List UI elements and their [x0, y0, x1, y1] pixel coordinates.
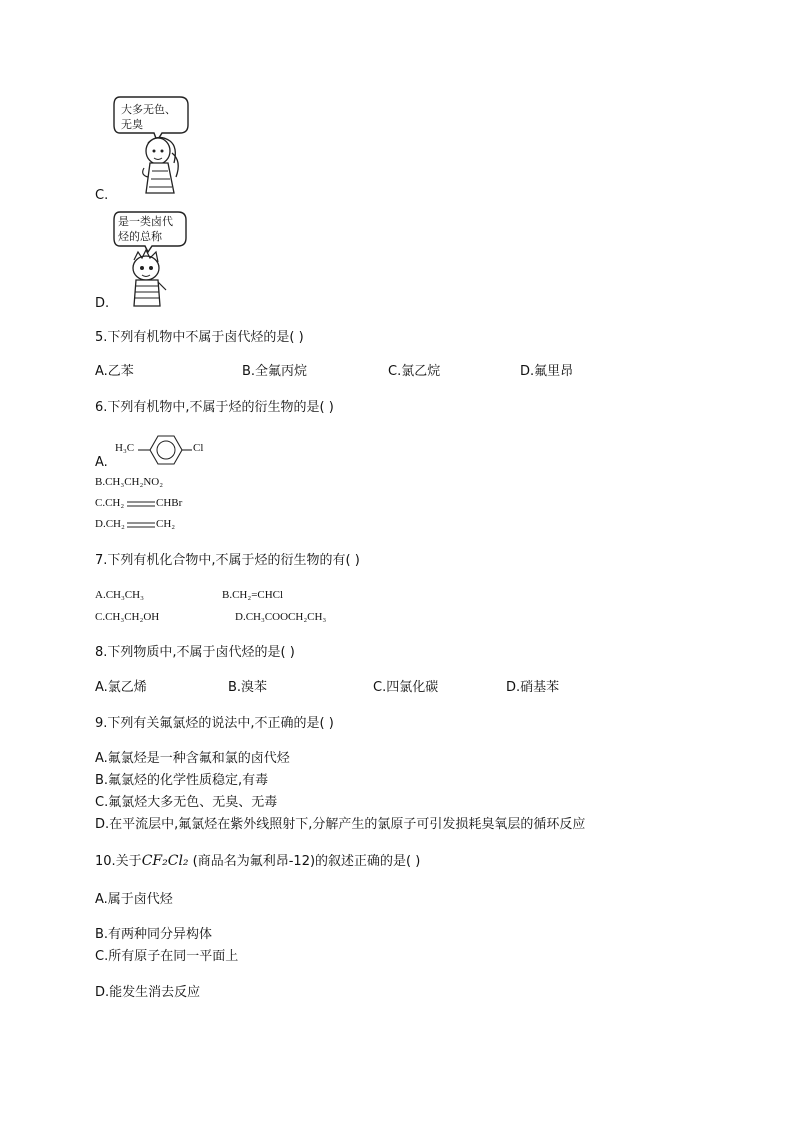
illustration-c-label: C. — [95, 188, 109, 203]
cartoon-girl-figure — [138, 133, 198, 198]
bubble-d-line2: 烃的总称 — [118, 230, 162, 243]
q5-option-c: C.氯乙烷 — [388, 364, 441, 379]
q6-option-d-left: D.CH₂ — [95, 518, 125, 530]
q8-option-b: B.溴苯 — [228, 680, 268, 695]
question-9-text: 9.下列有关氟氯烃的说法中,不正确的是( ) — [95, 716, 334, 731]
q7-option-b: B.CH₂=CHCl — [222, 589, 284, 601]
q9-option-d: D.在平流层中,氟氯烃在紫外线照射下,分解产生的氯原子可引发损耗臭氧层的循环反应 — [95, 817, 586, 832]
q6-option-c-right: CHBr — [156, 497, 183, 509]
q9-option-b: B.氟氯烃的化学性质稳定,有毒 — [95, 773, 269, 788]
question-10-text — [95, 853, 420, 870]
q10-suffix: (商品名为氟利昂-12)的叙述正确的是( ) — [188, 854, 421, 869]
question-6-text: 6.下列有机物中,不属于烃的衍生物的是( ) — [95, 400, 334, 415]
bubble-d-line1: 是一类卤代 — [118, 215, 173, 228]
q6-option-b: B.CH₃CH₂NO₂ — [95, 476, 164, 488]
q8-option-c: C.四氯化碳 — [373, 680, 439, 695]
q7-option-c: C.CH₃CH₂OH — [95, 611, 160, 623]
double-bond-c — [127, 500, 157, 508]
question-8-text: 8.下列物质中,不属于卤代烃的是( ) — [95, 645, 295, 660]
q6-a-h3c: H₃C — [115, 442, 135, 454]
q9-option-a: A.氟氯烃是一种含氟和氯的卤代烃 — [95, 751, 290, 766]
benzene-ring-structure — [138, 432, 198, 468]
cartoon-boy-figure — [128, 250, 188, 310]
q6-a-cl: Cl — [193, 442, 204, 454]
bubble-c-line2: 无臭 — [121, 118, 143, 131]
q9-option-c: C.氟氯烃大多无色、无臭、无毒 — [95, 795, 278, 810]
q7-option-d: D.CH₃COOCH₂CH₃ — [235, 611, 327, 623]
q7-option-a: A.CH₃CH₃ — [95, 589, 144, 601]
bubble-c-line1: 大多无色、 — [121, 103, 176, 116]
q8-option-d: D.硝基苯 — [506, 680, 560, 695]
illustration-d-label: D. — [95, 296, 110, 311]
q10-option-c: C.所有原子在同一平面上 — [95, 949, 239, 964]
q10-formula: CF₂Cl₂ — [141, 853, 189, 869]
question-5-text: 5.下列有机物中不属于卤代烃的是( ) — [95, 330, 304, 345]
q5-option-d: D.氟里昂 — [520, 364, 574, 379]
q10-option-d: D.能发生消去反应 — [95, 985, 201, 1000]
q6-option-d-right: CH₂ — [156, 518, 176, 530]
q10-option-a: A.属于卤代烃 — [95, 892, 173, 907]
q5-option-a: A.乙苯 — [95, 364, 134, 379]
q10-option-b: B.有两种同分异构体 — [95, 927, 213, 942]
q5-option-b: B.全氟丙烷 — [242, 364, 308, 379]
q6-option-c-left: C.CH₂ — [95, 497, 125, 509]
q6-option-a-label: A. — [95, 455, 108, 470]
q10-prefix: 10.关于 — [95, 854, 142, 869]
q8-option-a: A.氯乙烯 — [95, 680, 147, 695]
double-bond-d — [127, 521, 157, 529]
question-7-text: 7.下列有机化合物中,不属于烃的衍生物的有( ) — [95, 553, 360, 568]
